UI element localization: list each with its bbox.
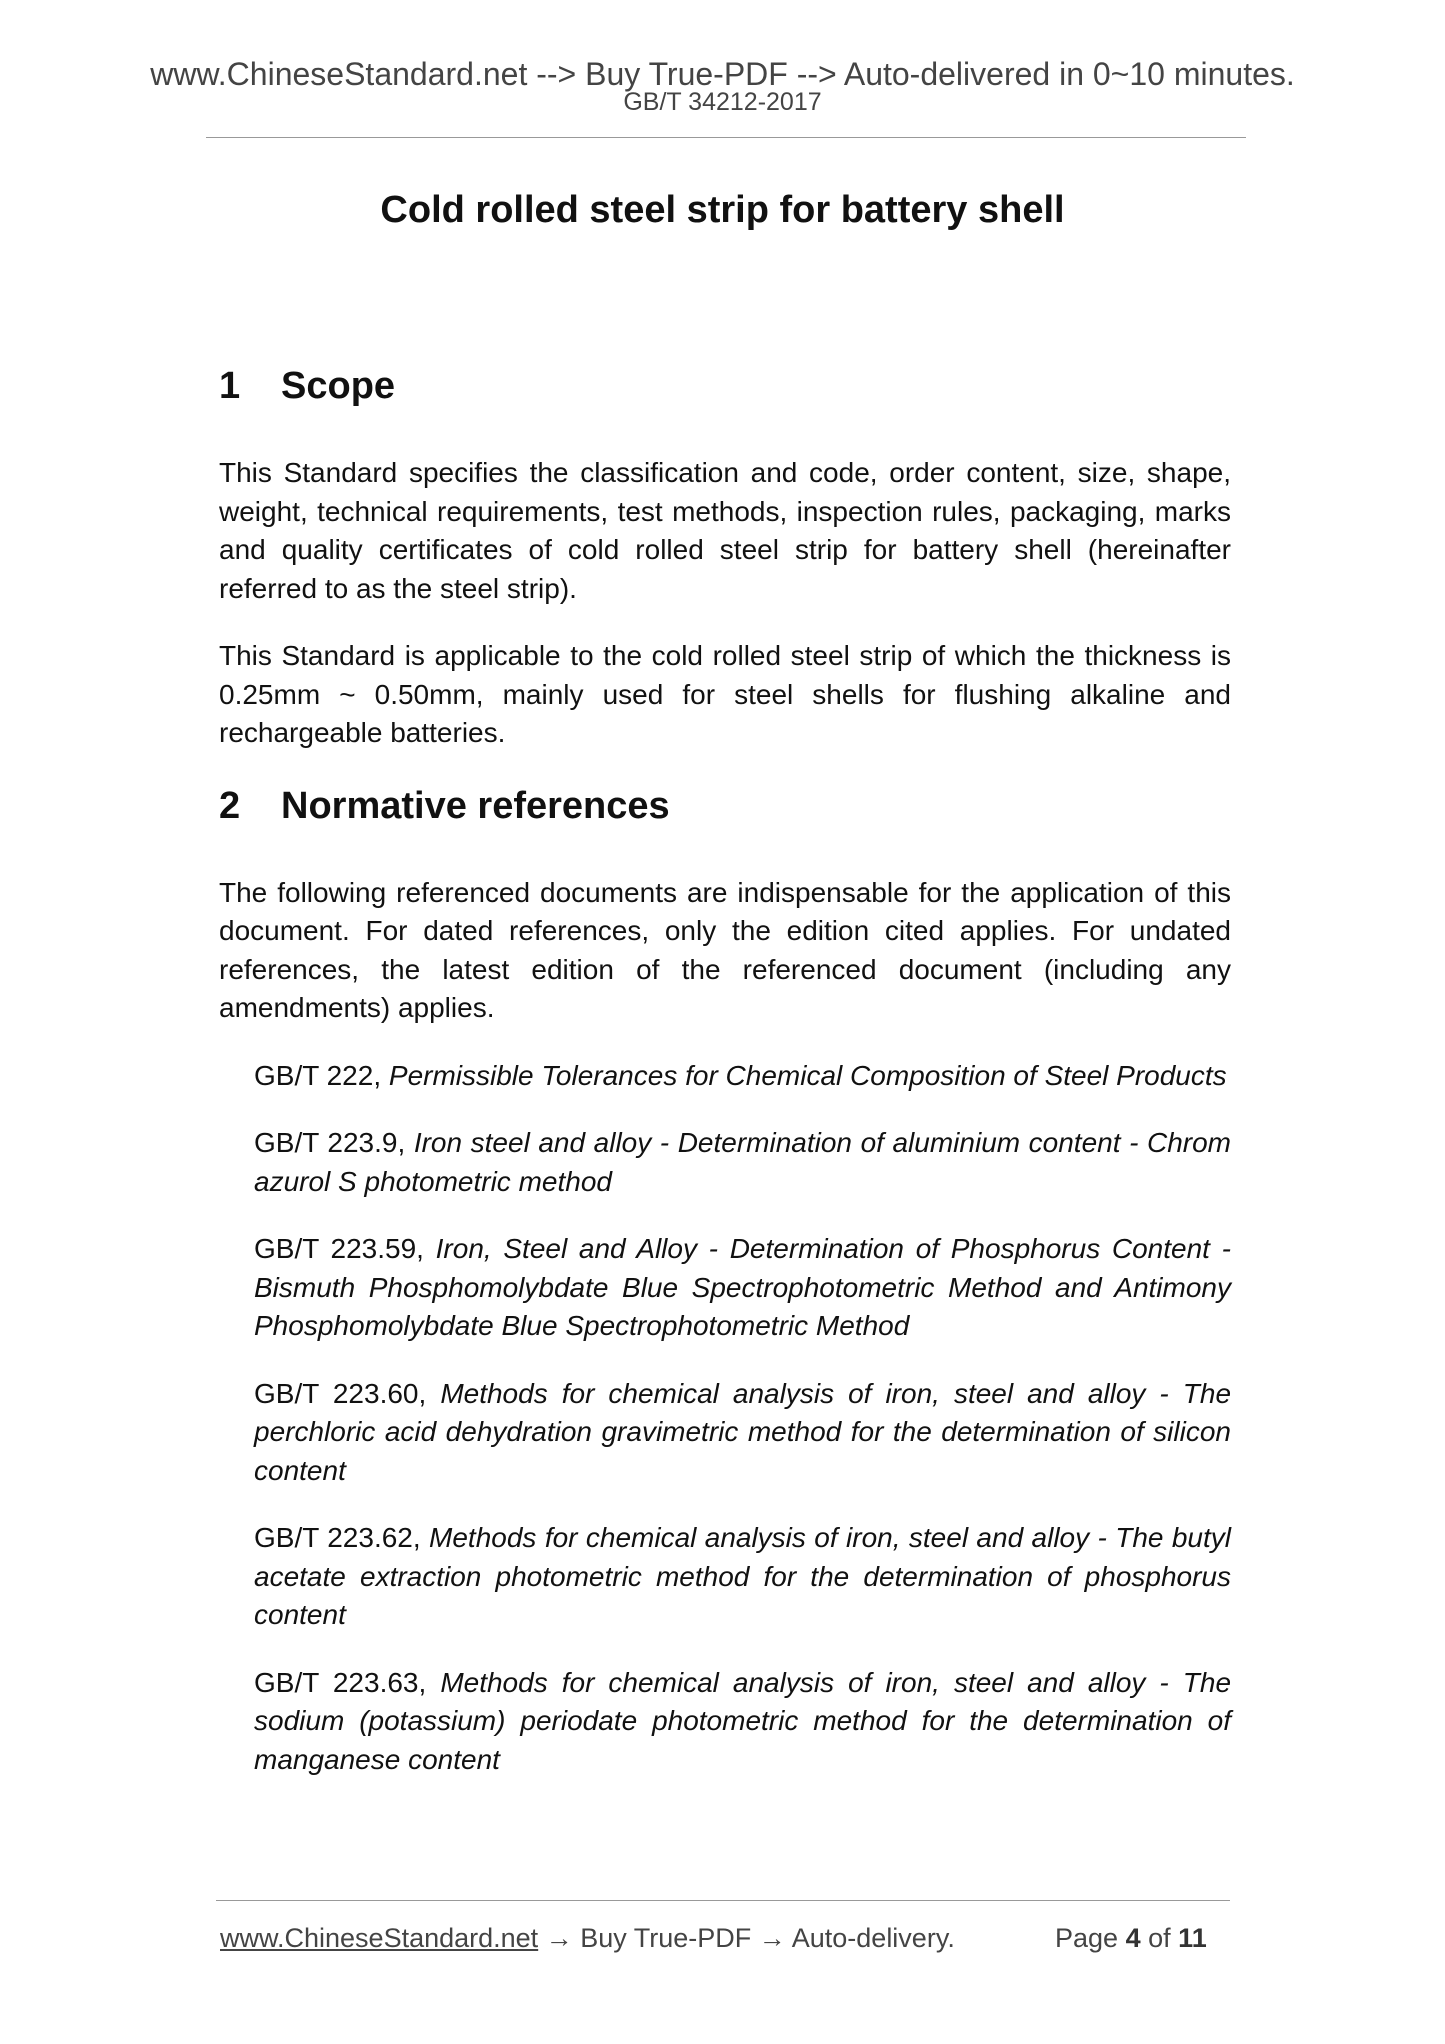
page-of: of [1148, 1923, 1171, 1953]
section-normative-references [219, 782, 1231, 1780]
reference-code: GB/T 223.60, [254, 1377, 427, 1409]
section-heading [219, 782, 1231, 830]
reference-item [254, 1519, 1231, 1635]
header-doc-code: GB/T 34212-2017 [623, 88, 822, 116]
paragraph: This Standard is applicable to the cold rolled steel strip of which the thickness is 0.25mm ~ 0.50mm, mainly used for steel shells for flushing alkaline and rechargeable batteries. [219, 640, 1231, 748]
reference-title: Methods for chemical analysis of iron, steel and alloy - The butyl acetate extraction photometric method for the determination of phosphorus content [254, 1522, 1231, 1630]
reference-code: GB/T 223.9, [254, 1127, 406, 1158]
section-scope [219, 362, 1231, 753]
reference-title: Permissible Tolerances for Chemical Composition of Steel Products [388, 1059, 1227, 1091]
reference-title: Iron, Steel and Alloy - Determination of Phosphorus Content - Bismuth Phosphomolybdate Blue Spectrophotometric Method and Antimony Phosphomolybdate Blue Spectrophotometric Method [254, 1233, 1231, 1341]
footer-promo [220, 1922, 955, 1954]
footer-tagline: → Buy True-PDF → Auto-delivery. [538, 1923, 955, 1953]
page-total: 11 [1178, 1923, 1207, 1953]
reference-title: Methods for chemical analysis of iron, steel and alloy - The perchloric acid dehydration gravimetric method for the determination of silicon content [254, 1377, 1232, 1486]
footer-divider [216, 1900, 1230, 1901]
reference-item [254, 1664, 1231, 1780]
footer-link[interactable]: www.ChineseStandard.net [220, 1923, 539, 1953]
header-banner: www.ChineseStandard.net --> Buy True-PDF --> Auto-delivered in 0~10 minutes. [150, 56, 1295, 92]
reference-code: GB/T 222, [254, 1059, 382, 1091]
page-current: 4 [1125, 1923, 1141, 1953]
document-title: Cold rolled steel strip for battery shell [380, 189, 1065, 231]
reference-item [254, 1124, 1231, 1201]
section-number: 1 [219, 365, 241, 407]
section-title: Normative references [281, 784, 670, 827]
reference-title: Iron steel and alloy - Determination of aluminium content - Chrom azurol S photometric method [254, 1127, 1231, 1197]
section-number: 2 [219, 784, 241, 827]
paragraph: This Standard specifies the classification and code, order content, size, shape, weight, technical requirements, test methods, inspection rules, packaging, marks and quality certificates of cold rolled steel strip for battery shell (hereinafter referred to as the steel strip). [219, 457, 1231, 604]
reference-code: GB/T 223.59, [254, 1233, 424, 1264]
reference-list [219, 1057, 1231, 1780]
document-body [219, 362, 1231, 1808]
reference-item [254, 1057, 1231, 1096]
page-label: Page [1055, 1923, 1119, 1953]
paragraph: The following referenced documents are indispensable for the application of this document. For dated references, only the edition cited applies. For undated references, the latest edition of the referenced document (including any amendments) applies. [219, 876, 1231, 1023]
header-divider [206, 137, 1246, 138]
section-heading [219, 362, 1231, 410]
page-indicator [1055, 1922, 1207, 1954]
reference-item [254, 1375, 1231, 1491]
section-title: Scope [281, 365, 396, 407]
reference-title: Methods for chemical analysis of iron, steel and alloy - The sodium (potassium) periodate photometric method for the determination of manganese content [254, 1666, 1232, 1775]
reference-code: GB/T 223.63, [254, 1666, 427, 1698]
reference-code: GB/T 223.62, [254, 1522, 421, 1553]
reference-item [254, 1230, 1231, 1346]
